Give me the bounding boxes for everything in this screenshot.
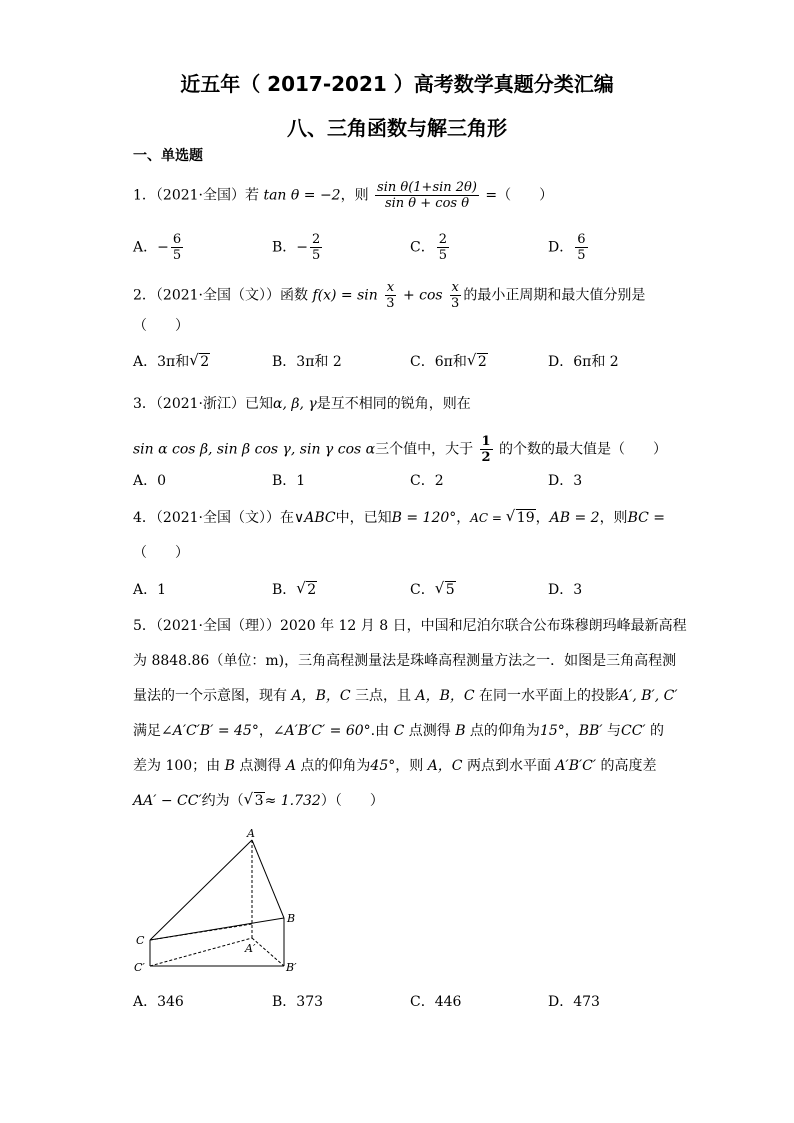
text: 两点到水平面 [462, 758, 556, 774]
q1-option-a[interactable] [133, 232, 185, 263]
text: 差为 100；由 [133, 758, 225, 774]
q1-prefix: 1．（2021·全国）若 [133, 187, 259, 204]
option-label: C． [410, 582, 435, 598]
q4-angle-b: B = 120° [391, 510, 457, 526]
frac-den: 5 [438, 248, 447, 263]
math: A′, B′, C′ [619, 688, 678, 704]
frac-den: 3 [386, 296, 395, 311]
text: 的 [645, 723, 665, 739]
text: 三点，且 [350, 688, 416, 704]
math: 45° [370, 758, 396, 774]
q4-bc: BC = [627, 510, 666, 526]
edge-a-b [252, 840, 284, 918]
math: A′B′C′ [555, 758, 597, 774]
q1-mid: ，则 [340, 187, 369, 204]
q5-line5 [133, 756, 657, 776]
frac-den: 5 [312, 248, 321, 263]
q2-fraction-1 [384, 280, 396, 311]
sqrt-symbol [189, 352, 210, 372]
q2-fraction-2 [449, 280, 461, 311]
option-sign: − [296, 239, 309, 256]
q1-condition: tan θ = −2 [263, 187, 341, 204]
triangulation-figure [128, 826, 308, 976]
sqrt-symbol [467, 352, 488, 372]
q2-option-d[interactable] [548, 352, 619, 372]
text: ）（ ） [320, 793, 384, 809]
math: A [285, 758, 296, 774]
option-text: 3π和 2 [296, 354, 342, 370]
radicand: 2 [477, 354, 487, 370]
math: 15° [539, 723, 565, 739]
q3-option-a[interactable]: A．0 [133, 473, 167, 489]
q3-prefix: 3．（2021·浙江）已知 [133, 396, 273, 412]
question-5: 5．（2021·全国（理））2020 年 12 月 8 日，中国和尼泊尔联合公布珠穆朗玛峰最新高程 [133, 618, 687, 634]
q5-line2: 为 8848.86（单位：m)，三角高程测量法是珠峰高程测量方法之一．如图是三角高程测 [133, 653, 677, 669]
radicand: 2 [307, 582, 317, 598]
q3-option-c[interactable]: C．2 [410, 473, 444, 489]
q5-line4 [133, 721, 664, 741]
frac-num: x [451, 280, 459, 295]
option-text: 3π和 [157, 354, 190, 370]
frac-den: 5 [172, 248, 182, 263]
q5-option-b[interactable]: B．373 [272, 994, 324, 1010]
math: CC′ [620, 723, 646, 739]
q1-option-b[interactable] [272, 232, 324, 263]
text: 在同一水平面上的投影 [474, 688, 620, 704]
q4-ab: AB = 2 [549, 510, 600, 526]
q4-option-a[interactable] [133, 580, 166, 600]
option-sign: − [157, 239, 169, 256]
option-label: C． [410, 239, 435, 256]
label-b: B [287, 912, 296, 925]
q1-option-d[interactable] [548, 232, 590, 263]
option-fraction [575, 232, 587, 263]
math: AA′ − CC′ [133, 793, 202, 809]
sqrt-symbol [244, 791, 265, 811]
option-label: A． [133, 582, 158, 598]
q2-option-c[interactable] [410, 352, 488, 372]
frac-den: 5 [577, 248, 586, 263]
text: ，则 [395, 758, 428, 774]
math: B [224, 758, 235, 774]
text: ， [564, 723, 579, 739]
q4-sep1: ， [456, 510, 471, 526]
q3-fraction [480, 434, 493, 465]
q1-frac-den: sin θ + cos θ [384, 196, 470, 211]
q4-mid1: 中，已知 [335, 510, 392, 526]
edge-c-a-mid [150, 924, 252, 940]
q3-line1-tail: 是互不相同的锐角，则在 [316, 396, 471, 412]
q2-plus: + cos [402, 287, 443, 304]
q5-line6 [133, 791, 384, 811]
label-cprime: C′ [134, 961, 145, 974]
label-bprime: B′ [286, 961, 297, 974]
q3-expr: sin α cos β, sin β cos γ, sin γ cos α [133, 441, 376, 458]
section-heading: 一、单选题 [133, 148, 203, 164]
sqrt-symbol [506, 508, 536, 528]
text: 点测得 [234, 758, 286, 774]
option-label: D． [548, 582, 574, 598]
option-label: B． [272, 239, 297, 256]
label-aprime: A′ [245, 942, 256, 955]
frac-num: 2 [312, 232, 321, 247]
text: .由 [370, 723, 394, 739]
text: 点的仰角为 [295, 758, 371, 774]
text: ， [258, 723, 273, 739]
q4-ac: AC = [470, 511, 506, 525]
edge-cprime-aprime [150, 938, 252, 966]
option-text: 6π和 [434, 354, 467, 370]
question-2 [133, 280, 645, 311]
option-fraction [171, 232, 183, 263]
q1-frac-num: sin θ(1+sin 2θ) [377, 180, 477, 195]
math: A，C [427, 758, 463, 774]
frac-num: 6 [172, 232, 182, 247]
q4-mid2: ，则 [599, 510, 628, 526]
q5-option-d[interactable]: D．473 [548, 994, 600, 1010]
math: C [393, 723, 405, 739]
q4-sep2: ， [535, 510, 550, 526]
text: 满足 [133, 723, 161, 739]
q2-tail: 的最小正周期和最大值分别是 [463, 287, 646, 304]
edge-a-c [150, 840, 252, 940]
frac-num: 6 [577, 232, 586, 247]
text: 量法的一个示意图，现有 [133, 688, 292, 704]
q1-option-c[interactable] [410, 232, 451, 263]
math: B [455, 723, 466, 739]
q2-prefix: 2．（2021·全国（文））函数 [133, 287, 308, 304]
question-4 [133, 508, 665, 528]
q3-option-b[interactable]: B．1 [272, 473, 306, 489]
label-a: A [247, 827, 255, 840]
math: A，B，C [291, 688, 351, 704]
q3-vars: α, β, γ [273, 396, 317, 412]
option-text: 3 [573, 582, 583, 598]
q2-paren: （ ） [133, 318, 189, 334]
question-3 [133, 394, 471, 414]
q4-option-b[interactable] [272, 580, 317, 600]
q4-triangle: ∨ABC [294, 510, 336, 526]
frac-num: 1 [481, 434, 491, 449]
radicand: 19 [516, 510, 535, 526]
q2-fx: f(x) = sin [312, 287, 378, 304]
option-fraction [310, 232, 322, 263]
option-fraction [437, 232, 449, 263]
option-text: 1 [157, 582, 167, 598]
math: A，B，C [415, 688, 475, 704]
option-label: D． [548, 354, 574, 370]
text: 点测得 [404, 723, 456, 739]
text: 约为（ [201, 793, 244, 809]
text: 点的仰角为 [465, 723, 540, 739]
math: ∠A′B′C′ = 60° [272, 723, 371, 739]
q3-option-d[interactable]: D．3 [548, 473, 583, 489]
edge-aprime-bprime [252, 938, 284, 966]
q3-mid: 三个值中，大于 [375, 441, 474, 458]
radicand: 3 [254, 793, 264, 809]
q5-option-c[interactable]: C．446 [410, 994, 462, 1010]
math: ∠A′C′B′ = 45° [161, 723, 259, 739]
option-label: B． [272, 582, 297, 598]
option-label: C． [410, 354, 435, 370]
option-label: A． [133, 354, 158, 370]
document-title: 近五年（ 2017-2021 ）高考数学真题分类汇编 [180, 72, 614, 96]
frac-den: 3 [451, 296, 460, 311]
label-c: C [136, 934, 145, 947]
document-subtitle: 八、三角函数与解三角形 [287, 116, 507, 140]
frac-den: 2 [481, 450, 491, 465]
q3-line2 [133, 434, 667, 465]
radicand: 5 [445, 582, 455, 598]
option-label: A． [133, 239, 158, 256]
frac-num: 2 [438, 232, 447, 247]
option-label: D． [548, 239, 574, 256]
question-1 [133, 180, 553, 211]
text: 的高度差 [596, 758, 657, 774]
sqrt-symbol [296, 580, 317, 600]
q1-tail: =（ ） [485, 187, 554, 204]
q2-option-b[interactable] [272, 352, 342, 372]
q3-tail: 的个数的最大值是（ ） [499, 441, 668, 458]
text: 与 [602, 723, 621, 739]
q4-option-c[interactable] [410, 580, 456, 600]
math: BB′ [578, 723, 603, 739]
q1-fraction [375, 180, 479, 211]
sqrt-symbol [435, 580, 456, 600]
math: ≈ 1.732 [264, 793, 321, 809]
q4-option-d[interactable] [548, 580, 582, 600]
q4-prefix: 4．（2021·全国（文））在 [133, 510, 294, 526]
q4-paren: （ ） [133, 545, 189, 561]
q2-option-a[interactable] [133, 352, 210, 372]
option-label: B． [272, 354, 297, 370]
option-text: 6π和 2 [573, 354, 619, 370]
q5-option-a[interactable]: A．346 [133, 994, 184, 1010]
radicand: 2 [200, 354, 210, 370]
q5-line3 [133, 686, 678, 706]
frac-num: x [386, 280, 395, 295]
